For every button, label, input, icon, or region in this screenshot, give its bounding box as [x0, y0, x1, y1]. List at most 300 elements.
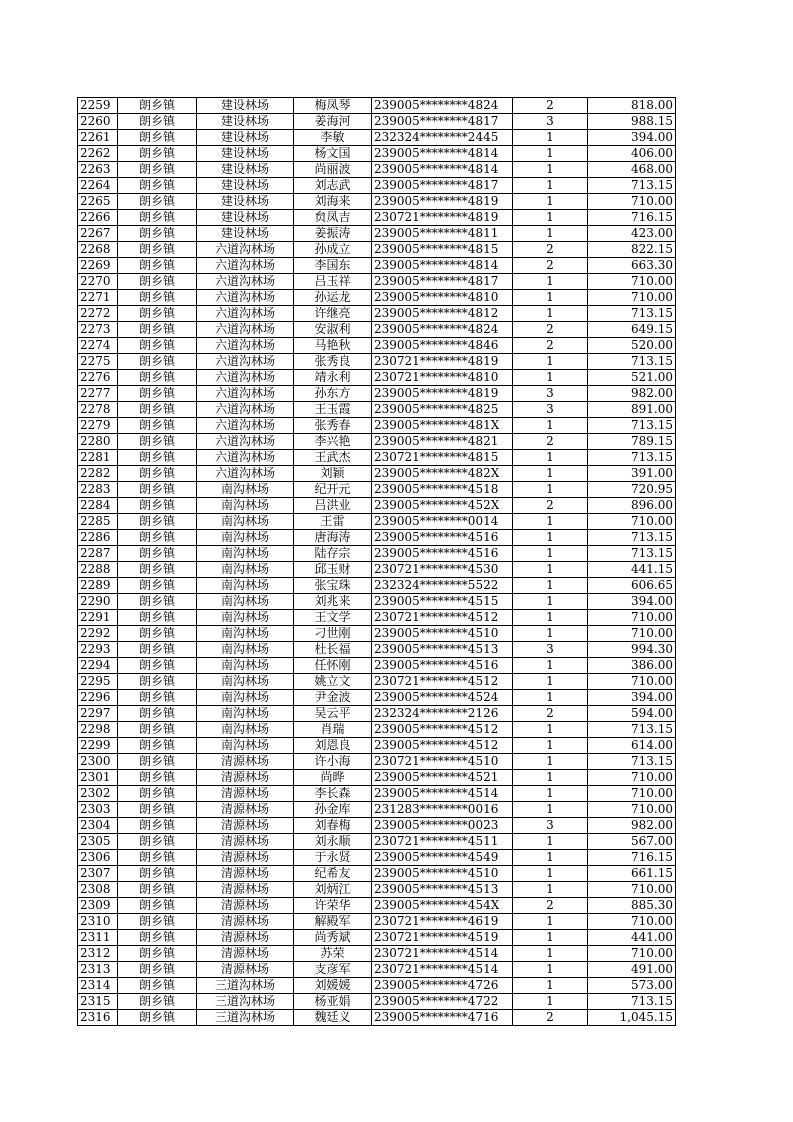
id-number-cell: 239005********452X [372, 498, 513, 514]
table-row [78, 738, 676, 754]
forest-farm-cell: 建设林场 [197, 114, 294, 130]
amount-cell: 713.15 [588, 450, 676, 466]
amount-cell: 716.15 [588, 850, 676, 866]
town-cell: 朗乡镇 [118, 866, 197, 882]
name-cell: 张秀春 [294, 418, 372, 434]
household-count-cell: 1 [513, 546, 588, 562]
id-number-cell: 239005********4516 [372, 658, 513, 674]
table-row [78, 642, 676, 658]
forest-farm-cell: 清源林场 [197, 898, 294, 914]
forest-farm-cell: 南沟林场 [197, 498, 294, 514]
row-number-cell: 2299 [78, 738, 118, 754]
town-cell: 朗乡镇 [118, 482, 197, 498]
id-number-cell: 239005********4726 [372, 978, 513, 994]
amount-cell: 710.00 [588, 946, 676, 962]
row-number-cell: 2292 [78, 626, 118, 642]
town-cell: 朗乡镇 [118, 306, 197, 322]
household-count-cell: 1 [513, 130, 588, 146]
town-cell: 朗乡镇 [118, 466, 197, 482]
row-number-cell: 2308 [78, 882, 118, 898]
amount-cell: 720.95 [588, 482, 676, 498]
row-number-cell: 2309 [78, 898, 118, 914]
town-cell: 朗乡镇 [118, 642, 197, 658]
household-count-cell: 1 [513, 850, 588, 866]
name-cell: 尚晔 [294, 770, 372, 786]
amount-cell: 710.00 [588, 802, 676, 818]
name-cell: 吕玉祥 [294, 274, 372, 290]
name-cell: 尚丽波 [294, 162, 372, 178]
household-count-cell: 3 [513, 642, 588, 658]
id-number-cell: 239005********4810 [372, 290, 513, 306]
table-row [78, 786, 676, 802]
row-number-cell: 2271 [78, 290, 118, 306]
row-number-cell: 2265 [78, 194, 118, 210]
row-number-cell: 2268 [78, 242, 118, 258]
row-number-cell: 2306 [78, 850, 118, 866]
household-count-cell: 1 [513, 930, 588, 946]
amount-cell: 441.15 [588, 562, 676, 578]
name-cell: 肖瑞 [294, 722, 372, 738]
forest-farm-cell: 六道沟林场 [197, 258, 294, 274]
town-cell: 朗乡镇 [118, 818, 197, 834]
town-cell: 朗乡镇 [118, 162, 197, 178]
household-count-cell: 3 [513, 402, 588, 418]
id-number-cell: 239005********4512 [372, 738, 513, 754]
table-row [78, 834, 676, 850]
town-cell: 朗乡镇 [118, 674, 197, 690]
amount-cell: 423.00 [588, 226, 676, 242]
id-number-cell: 239005********0014 [372, 514, 513, 530]
table-row [78, 338, 676, 354]
table-row [78, 866, 676, 882]
row-number-cell: 2305 [78, 834, 118, 850]
id-number-cell: 239005********4819 [372, 386, 513, 402]
household-count-cell: 1 [513, 226, 588, 242]
town-cell: 朗乡镇 [118, 1010, 197, 1026]
forest-farm-cell: 清源林场 [197, 802, 294, 818]
row-number-cell: 2283 [78, 482, 118, 498]
town-cell: 朗乡镇 [118, 898, 197, 914]
amount-cell: 710.00 [588, 626, 676, 642]
name-cell: 贠凤吉 [294, 210, 372, 226]
name-cell: 王玉霞 [294, 402, 372, 418]
forest-farm-cell: 南沟林场 [197, 706, 294, 722]
amount-cell: 713.15 [588, 754, 676, 770]
id-number-cell: 239005********482X [372, 466, 513, 482]
town-cell: 朗乡镇 [118, 738, 197, 754]
row-number-cell: 2307 [78, 866, 118, 882]
table-row [78, 146, 676, 162]
id-number-cell: 239005********4819 [372, 194, 513, 210]
town-cell: 朗乡镇 [118, 690, 197, 706]
table-row [78, 242, 676, 258]
table-row [78, 274, 676, 290]
household-count-cell: 1 [513, 178, 588, 194]
name-cell: 尹金波 [294, 690, 372, 706]
forest-farm-cell: 六道沟林场 [197, 354, 294, 370]
table-row [78, 130, 676, 146]
household-count-cell: 1 [513, 722, 588, 738]
id-number-cell: 239005********4815 [372, 242, 513, 258]
id-number-cell: 232324********5522 [372, 578, 513, 594]
town-cell: 朗乡镇 [118, 386, 197, 402]
household-count-cell: 1 [513, 482, 588, 498]
town-cell: 朗乡镇 [118, 562, 197, 578]
row-number-cell: 2294 [78, 658, 118, 674]
id-number-cell: 239005********4716 [372, 1010, 513, 1026]
row-number-cell: 2262 [78, 146, 118, 162]
household-count-cell: 3 [513, 386, 588, 402]
name-cell: 刁世刚 [294, 626, 372, 642]
id-number-cell: 231283********0016 [372, 802, 513, 818]
row-number-cell: 2263 [78, 162, 118, 178]
name-cell: 吴云平 [294, 706, 372, 722]
household-count-cell: 1 [513, 674, 588, 690]
forest-farm-cell: 清源林场 [197, 946, 294, 962]
row-number-cell: 2300 [78, 754, 118, 770]
town-cell: 朗乡镇 [118, 978, 197, 994]
table-row [78, 594, 676, 610]
row-number-cell: 2303 [78, 802, 118, 818]
name-cell: 邱玉财 [294, 562, 372, 578]
amount-cell: 567.00 [588, 834, 676, 850]
forest-farm-cell: 三道沟林场 [197, 1010, 294, 1026]
row-number-cell: 2259 [78, 98, 118, 114]
row-number-cell: 2296 [78, 690, 118, 706]
table-row [78, 530, 676, 546]
id-number-cell: 239005********454X [372, 898, 513, 914]
row-number-cell: 2314 [78, 978, 118, 994]
forest-farm-cell: 南沟林场 [197, 658, 294, 674]
row-number-cell: 2274 [78, 338, 118, 354]
row-number-cell: 2278 [78, 402, 118, 418]
table-row [78, 546, 676, 562]
row-number-cell: 2304 [78, 818, 118, 834]
household-count-cell: 1 [513, 690, 588, 706]
table-row [78, 770, 676, 786]
name-cell: 马艳秋 [294, 338, 372, 354]
table-row [78, 946, 676, 962]
amount-cell: 988.15 [588, 114, 676, 130]
forest-farm-cell: 清源林场 [197, 786, 294, 802]
id-number-cell: 239005********4811 [372, 226, 513, 242]
amount-cell: 822.15 [588, 242, 676, 258]
household-count-cell: 1 [513, 946, 588, 962]
table-row [78, 98, 676, 114]
amount-cell: 994.30 [588, 642, 676, 658]
id-number-cell: 239005********4518 [372, 482, 513, 498]
forest-farm-cell: 南沟林场 [197, 642, 294, 658]
table-row [78, 578, 676, 594]
row-number-cell: 2316 [78, 1010, 118, 1026]
name-cell: 于永贤 [294, 850, 372, 866]
name-cell: 刘兆来 [294, 594, 372, 610]
row-number-cell: 2269 [78, 258, 118, 274]
amount-cell: 573.00 [588, 978, 676, 994]
forest-farm-cell: 清源林场 [197, 882, 294, 898]
id-number-cell: 230721********4530 [372, 562, 513, 578]
household-count-cell: 1 [513, 578, 588, 594]
household-count-cell: 2 [513, 258, 588, 274]
amount-cell: 713.15 [588, 546, 676, 562]
household-count-cell: 1 [513, 194, 588, 210]
table-row [78, 1010, 676, 1026]
town-cell: 朗乡镇 [118, 834, 197, 850]
forest-farm-cell: 六道沟林场 [197, 418, 294, 434]
household-count-cell: 2 [513, 338, 588, 354]
row-number-cell: 2297 [78, 706, 118, 722]
household-count-cell: 1 [513, 658, 588, 674]
id-number-cell: 232324********2126 [372, 706, 513, 722]
forest-farm-cell: 六道沟林场 [197, 242, 294, 258]
id-number-cell: 239005********4521 [372, 770, 513, 786]
forest-farm-cell: 建设林场 [197, 178, 294, 194]
row-number-cell: 2315 [78, 994, 118, 1010]
forest-farm-cell: 南沟林场 [197, 514, 294, 530]
table-row [78, 850, 676, 866]
table-row [78, 706, 676, 722]
forest-farm-cell: 六道沟林场 [197, 450, 294, 466]
table-row [78, 290, 676, 306]
amount-cell: 891.00 [588, 402, 676, 418]
id-number-cell: 230721********4514 [372, 946, 513, 962]
amount-cell: 491.00 [588, 962, 676, 978]
town-cell: 朗乡镇 [118, 530, 197, 546]
town-cell: 朗乡镇 [118, 946, 197, 962]
amount-cell: 386.00 [588, 658, 676, 674]
name-cell: 王武杰 [294, 450, 372, 466]
amount-cell: 594.00 [588, 706, 676, 722]
table-row [78, 370, 676, 386]
forest-farm-cell: 南沟林场 [197, 610, 294, 626]
forest-farm-cell: 六道沟林场 [197, 338, 294, 354]
id-number-cell: 239005********4513 [372, 642, 513, 658]
amount-cell: 406.00 [588, 146, 676, 162]
row-number-cell: 2312 [78, 946, 118, 962]
town-cell: 朗乡镇 [118, 882, 197, 898]
id-number-cell: 230721********4819 [372, 210, 513, 226]
id-number-cell: 230721********4514 [372, 962, 513, 978]
id-number-cell: 230721********4511 [372, 834, 513, 850]
household-count-cell: 1 [513, 626, 588, 642]
table-row [78, 994, 676, 1010]
household-count-cell: 1 [513, 866, 588, 882]
row-number-cell: 2288 [78, 562, 118, 578]
town-cell: 朗乡镇 [118, 418, 197, 434]
name-cell: 姚立文 [294, 674, 372, 690]
forest-farm-cell: 建设林场 [197, 146, 294, 162]
table-row [78, 402, 676, 418]
name-cell: 刘海来 [294, 194, 372, 210]
forest-farm-cell: 六道沟林场 [197, 386, 294, 402]
id-number-cell: 239005********4514 [372, 786, 513, 802]
data-table [77, 97, 676, 1026]
row-number-cell: 2275 [78, 354, 118, 370]
table-row [78, 674, 676, 690]
town-cell: 朗乡镇 [118, 658, 197, 674]
row-number-cell: 2287 [78, 546, 118, 562]
id-number-cell: 230721********4512 [372, 610, 513, 626]
name-cell: 梅凤琴 [294, 98, 372, 114]
table-row [78, 914, 676, 930]
forest-farm-cell: 清源林场 [197, 930, 294, 946]
row-number-cell: 2261 [78, 130, 118, 146]
table-row [78, 114, 676, 130]
town-cell: 朗乡镇 [118, 322, 197, 338]
table-row [78, 690, 676, 706]
name-cell: 李长森 [294, 786, 372, 802]
town-cell: 朗乡镇 [118, 706, 197, 722]
name-cell: 张宝珠 [294, 578, 372, 594]
amount-cell: 606.65 [588, 578, 676, 594]
town-cell: 朗乡镇 [118, 546, 197, 562]
table-row [78, 930, 676, 946]
name-cell: 唐海涛 [294, 530, 372, 546]
id-number-cell: 239005********4812 [372, 306, 513, 322]
town-cell: 朗乡镇 [118, 402, 197, 418]
table-row [78, 258, 676, 274]
household-count-cell: 1 [513, 786, 588, 802]
id-number-cell: 239005********4846 [372, 338, 513, 354]
table-row [78, 322, 676, 338]
row-number-cell: 2291 [78, 610, 118, 626]
name-cell: 杨亚娟 [294, 994, 372, 1010]
household-count-cell: 2 [513, 434, 588, 450]
forest-farm-cell: 清源林场 [197, 834, 294, 850]
amount-cell: 710.00 [588, 610, 676, 626]
row-number-cell: 2301 [78, 770, 118, 786]
amount-cell: 713.15 [588, 994, 676, 1010]
amount-cell: 710.00 [588, 786, 676, 802]
town-cell: 朗乡镇 [118, 850, 197, 866]
name-cell: 李敏 [294, 130, 372, 146]
forest-farm-cell: 六道沟林场 [197, 434, 294, 450]
id-number-cell: 239005********4817 [372, 114, 513, 130]
forest-farm-cell: 六道沟林场 [197, 322, 294, 338]
town-cell: 朗乡镇 [118, 130, 197, 146]
amount-cell: 716.15 [588, 210, 676, 226]
table-row [78, 962, 676, 978]
table-row [78, 434, 676, 450]
row-number-cell: 2289 [78, 578, 118, 594]
id-number-cell: 239005********4814 [372, 258, 513, 274]
town-cell: 朗乡镇 [118, 242, 197, 258]
amount-cell: 394.00 [588, 690, 676, 706]
name-cell: 许荣华 [294, 898, 372, 914]
household-count-cell: 2 [513, 1010, 588, 1026]
row-number-cell: 2270 [78, 274, 118, 290]
household-count-cell: 2 [513, 98, 588, 114]
amount-cell: 713.15 [588, 722, 676, 738]
amount-cell: 710.00 [588, 770, 676, 786]
row-number-cell: 2277 [78, 386, 118, 402]
amount-cell: 663.30 [588, 258, 676, 274]
table-row [78, 658, 676, 674]
table-row [78, 722, 676, 738]
amount-cell: 982.00 [588, 818, 676, 834]
amount-cell: 661.15 [588, 866, 676, 882]
name-cell: 苏荣 [294, 946, 372, 962]
forest-farm-cell: 建设林场 [197, 210, 294, 226]
table-row [78, 626, 676, 642]
town-cell: 朗乡镇 [118, 626, 197, 642]
row-number-cell: 2295 [78, 674, 118, 690]
table-row [78, 418, 676, 434]
forest-farm-cell: 六道沟林场 [197, 290, 294, 306]
table-row [78, 562, 676, 578]
table-row [78, 802, 676, 818]
forest-farm-cell: 建设林场 [197, 98, 294, 114]
id-number-cell: 239005********4549 [372, 850, 513, 866]
forest-farm-cell: 南沟林场 [197, 578, 294, 594]
amount-cell: 713.15 [588, 418, 676, 434]
row-number-cell: 2311 [78, 930, 118, 946]
amount-cell: 441.00 [588, 930, 676, 946]
town-cell: 朗乡镇 [118, 274, 197, 290]
id-number-cell: 239005********4817 [372, 178, 513, 194]
forest-farm-cell: 清源林场 [197, 866, 294, 882]
town-cell: 朗乡镇 [118, 354, 197, 370]
household-count-cell: 1 [513, 418, 588, 434]
name-cell: 刘志武 [294, 178, 372, 194]
household-count-cell: 1 [513, 450, 588, 466]
forest-farm-cell: 南沟林场 [197, 722, 294, 738]
id-number-cell: 239005********4817 [372, 274, 513, 290]
id-number-cell: 239005********4825 [372, 402, 513, 418]
name-cell: 解殿军 [294, 914, 372, 930]
table-row [78, 498, 676, 514]
amount-cell: 391.00 [588, 466, 676, 482]
name-cell: 姜海河 [294, 114, 372, 130]
town-cell: 朗乡镇 [118, 98, 197, 114]
household-count-cell: 1 [513, 146, 588, 162]
amount-cell: 710.00 [588, 674, 676, 690]
town-cell: 朗乡镇 [118, 514, 197, 530]
household-count-cell: 1 [513, 466, 588, 482]
town-cell: 朗乡镇 [118, 178, 197, 194]
name-cell: 任怀刚 [294, 658, 372, 674]
row-number-cell: 2293 [78, 642, 118, 658]
name-cell: 安淑利 [294, 322, 372, 338]
town-cell: 朗乡镇 [118, 114, 197, 130]
household-count-cell: 1 [513, 834, 588, 850]
table-row [78, 978, 676, 994]
forest-farm-cell: 六道沟林场 [197, 274, 294, 290]
amount-cell: 710.00 [588, 290, 676, 306]
name-cell: 王雷 [294, 514, 372, 530]
row-number-cell: 2290 [78, 594, 118, 610]
amount-cell: 982.00 [588, 386, 676, 402]
forest-farm-cell: 建设林场 [197, 226, 294, 242]
town-cell: 朗乡镇 [118, 194, 197, 210]
row-number-cell: 2267 [78, 226, 118, 242]
table-row [78, 226, 676, 242]
id-number-cell: 239005********4510 [372, 626, 513, 642]
household-count-cell: 1 [513, 754, 588, 770]
household-count-cell: 1 [513, 978, 588, 994]
amount-cell: 710.00 [588, 514, 676, 530]
table-body [78, 98, 676, 1026]
name-cell: 杜长福 [294, 642, 372, 658]
forest-farm-cell: 清源林场 [197, 754, 294, 770]
row-number-cell: 2284 [78, 498, 118, 514]
name-cell: 姜振涛 [294, 226, 372, 242]
household-count-cell: 3 [513, 114, 588, 130]
amount-cell: 789.15 [588, 434, 676, 450]
name-cell: 靖永利 [294, 370, 372, 386]
household-count-cell: 1 [513, 530, 588, 546]
forest-farm-cell: 三道沟林场 [197, 978, 294, 994]
